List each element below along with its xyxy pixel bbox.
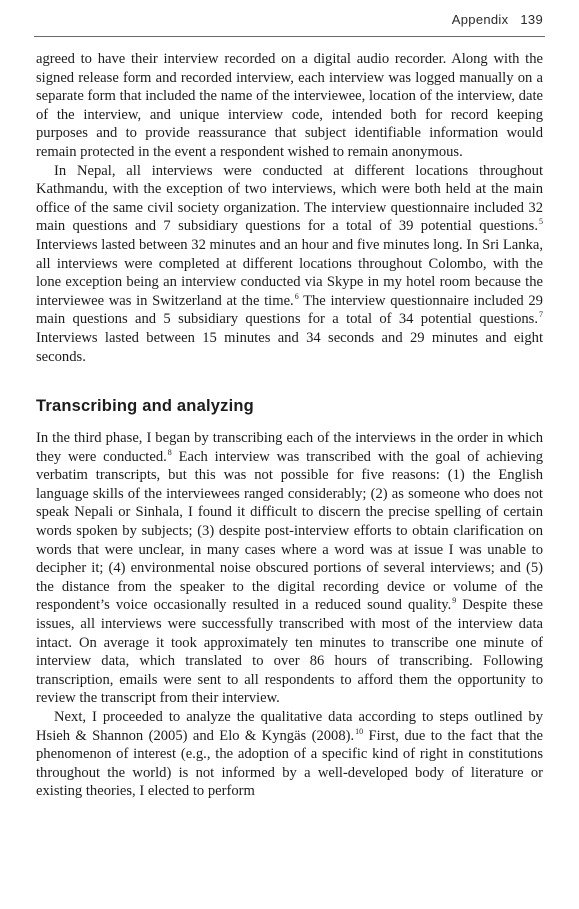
paragraph-text: agreed to have their interview recorded on a digital audio recorder. Along with the signed release form and recorded interview, each interview was logged manually on a separate form that included the name of the interviewee, location of the interview, date of the interview, and unique interview code, intended both for record keeping purposes and to provide reassurance that subject identifiable information would remain protected in the event a respondent wished to remain anonymous. <box>36 51 543 160</box>
paragraph-analyzing <box>36 708 543 801</box>
paragraph-text: Despite these issues, all interviews were successfully transcribed with most of the interview data intact. On average it took approximately ten minutes to transcribe one minute of interview data, which translated to over 86 hours of transcribing. Following transcription, emails were sent to all respondents to afford them the opportunity to review the transcript from their interview. <box>36 597 543 707</box>
footnote-marker[interactable]: 8 <box>167 447 172 457</box>
footnote-marker[interactable]: 7 <box>539 310 543 320</box>
running-title: Appendix <box>451 12 509 27</box>
section-heading: Transcribing and analyzing <box>36 397 254 416</box>
paragraph-text: The interview questionnaire included 29 main questions and 5 subsidiary questions for a total of 34 potential questions. <box>36 292 543 328</box>
paragraph-text: In the third phase, I began by transcribing each of the interviews in the order in which they were conducted. <box>36 430 543 465</box>
paragraph-text: First, due to the fact that the phenomenon of interest (e.g., the adoption of a specific kind of right in constitutions throughout the world) is not informed by a well-developed body of literature or existing theories, I elected to perform <box>36 727 543 800</box>
paragraph-nepal-srilanka <box>36 162 543 367</box>
running-head <box>452 12 543 27</box>
paragraph-text: Each interview was transcribed with the goal of achieving verbatim transcripts, but this was not possible for five reasons: (1) the English language skills of the interviewees ranged considerably; (2) as someone who does not speak Nepali or Sinhala, I found it difficult to discern the precise spelling of certain words spoken by subjects; (3) despite post-interview efforts to obtain clarification on words that were unclear, in many cases where a word was at issue I was unable to decipher it; (4) environmental noise obscured portions of several interviews; and (5) the distance from the speaker to the digital recording device or volume of the respondent’s voice occasionally resulted in a reduced sound quality. <box>36 448 543 614</box>
footnote-marker[interactable]: 5 <box>539 217 543 227</box>
body-text <box>36 50 543 801</box>
page-number: 139 <box>520 12 543 27</box>
header-rule <box>34 36 545 37</box>
paragraph-continuation <box>36 50 543 162</box>
footnote-marker[interactable]: 6 <box>294 291 299 301</box>
footnote-marker[interactable]: 9 <box>452 596 457 606</box>
paragraph-text: Interviews lasted between 15 minutes and 34 seconds and 29 minutes and eight seconds. <box>36 329 543 365</box>
footnote-marker[interactable]: 10 <box>355 726 364 736</box>
paragraph-text: In Nepal, all interviews were conducted at different locations throughout Kathmandu, with the exception of two interviews, which were both held at the main office of the same civil society organization. The interview questionnaire included 32 main questions and 7 subsidiary questions for a total of 39 potential questions. <box>36 162 543 235</box>
paragraph-transcribing <box>36 429 543 708</box>
paragraph-text: Next, I proceeded to analyze the qualitative data according to steps outlined by Hsieh & Shannon (2005) and Elo & Kyngäs (2008). <box>36 709 543 744</box>
paragraph-text: Interviews lasted between 32 minutes and an hour and five minutes long. In Sri Lanka, all interviews were completed at different locations throughout Colombo, with the lone exception being an interview conducted via Skype in my hotel room because the interviewee was in Switzerland at the time. <box>36 236 543 309</box>
